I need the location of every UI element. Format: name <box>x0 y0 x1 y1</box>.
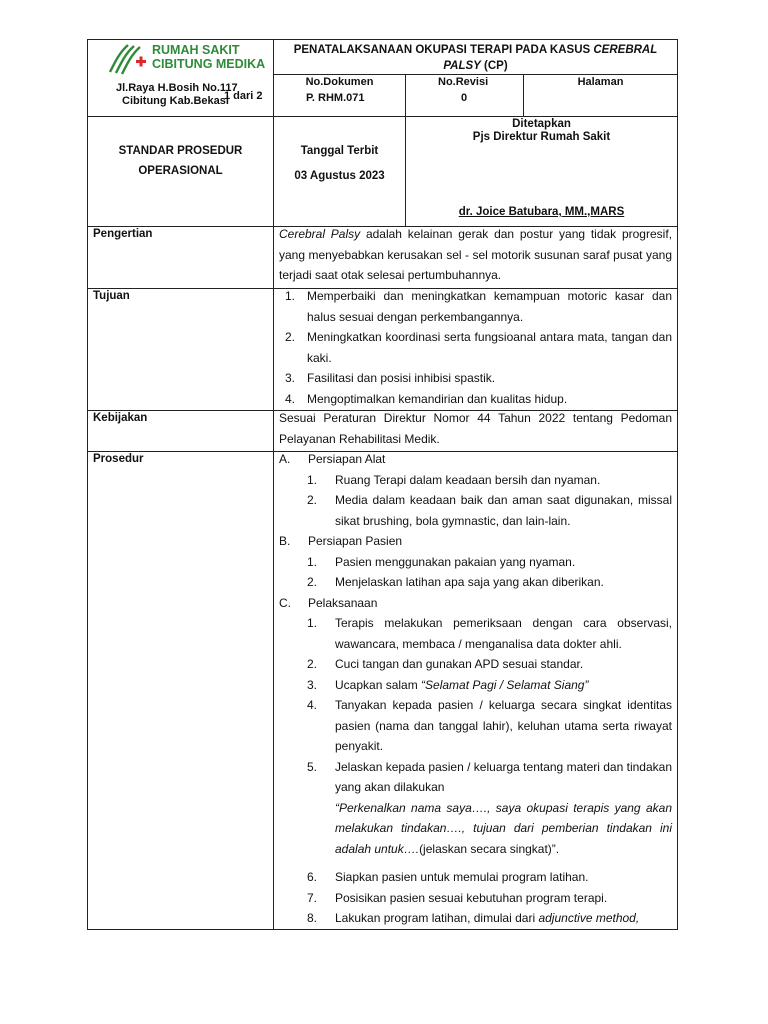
hospital-name-line2: CIBITUNG MEDIKA <box>152 57 266 71</box>
list-item: 7. Posisikan pasien sesuai kebutuhan program terapi. <box>307 890 608 905</box>
tujuan-content-cell <box>274 289 678 411</box>
pengertian-label-cell <box>88 227 274 289</box>
list-item: 8. Lakukan program latihan, dimulai dari adjunctive method, <box>307 911 640 925</box>
address-line1: Jl.Raya H.Bosih No.117 <box>116 82 238 94</box>
list-item: 3. Ucapkan salam “Selamat Pagi / Selamat Siang” <box>307 677 589 692</box>
halaman-label: Halaman <box>577 76 624 88</box>
sop-table <box>87 39 678 930</box>
document-title-cell <box>274 40 678 75</box>
no-dokumen-cell <box>274 75 406 117</box>
list-item: 5. Jelaskan kepada pasien / keluarga tentang materi dan tindakan yang akan dilakukan “Perkenalkan nama saya…., saya okupasi terapis yang akan melakukan tindakan…., tujuan dari pemberian tindakan ini adalah untuk….(jelaskan secara singkat)”. <box>307 759 672 856</box>
section-a-heading: A. Persiapan Alat <box>279 452 386 466</box>
address-line2: Cibitung Kab.Bekasi <box>122 95 229 107</box>
spo-line2: OPERASIONAL <box>138 165 223 177</box>
kebijakan-content-cell <box>274 411 678 452</box>
approval-cell <box>406 117 678 227</box>
no-revisi-cell <box>406 75 524 117</box>
list-item: 4. Mengoptimalkan kemandirian dan kualitas hidup. <box>285 391 568 406</box>
hospital-name-line1: RUMAH SAKIT <box>152 43 240 57</box>
pengertian-content-cell <box>274 227 678 289</box>
section-b-heading: B. Persiapan Pasien <box>279 534 403 548</box>
section-c-heading: C. Pelaksanaan <box>279 595 378 610</box>
tanggal-label: Tanggal Terbit <box>300 145 379 157</box>
list-item: 2. Media dalam keadaan baik dan aman saat digunakan, missal sikat brushing, bola gymnastic, dan lain-lain. <box>307 493 672 528</box>
hospital-identity-cell <box>88 40 274 117</box>
tujuan-label: Tujuan <box>93 290 130 302</box>
director-name: dr. Joice Batubara, MM.,MARS <box>458 206 625 218</box>
tujuan-list <box>274 286 677 409</box>
prosedur-label: Prosedur <box>93 453 144 465</box>
halaman-cell <box>524 75 678 117</box>
list-item: 1. Ruang Terapi dalam keadaan bersih dan nyaman. <box>307 472 601 487</box>
kebijakan-label: Kebijakan <box>93 412 148 424</box>
ditetapkan: Ditetapkan <box>512 118 571 130</box>
spo-line1: STANDAR PROSEDUR <box>118 145 243 157</box>
list-item: 4. Tanyakan kepada pasien / keluarga secara singkat identitas pasien (nama dan tanggal lahir), keluhan utama serta riwayat penyakit. <box>307 698 672 753</box>
no-dokumen-value: P. RHM.071 <box>306 92 365 104</box>
document-title: PENATALAKSANAAN OKUPASI TERAPI PADA KASUS CEREBRAL PALSY (CP) <box>293 44 658 72</box>
list-item: 6. Siapkan pasien untuk memulai program latihan. <box>307 870 589 884</box>
section-b-list <box>279 552 672 593</box>
prosedur-content <box>274 449 677 929</box>
tujuan-label-cell <box>88 289 274 411</box>
prosedur-label-cell <box>88 452 274 930</box>
list-item: 2. Cuci tangan dan gunakan APD sesuai standar. <box>307 657 584 671</box>
pengertian-label: Pengertian <box>93 228 153 240</box>
hospital-logo-icon <box>106 42 148 76</box>
kebijakan-text: Sesuai Peraturan Direktur Nomor 44 Tahun 2022 tentang Pedoman Pelayanan Rehabilitasi Medik. <box>279 411 672 446</box>
tanggal-value: 03 Agustus 2023 <box>294 170 385 182</box>
prosedur-content-cell <box>274 452 678 930</box>
no-revisi-value: 0 <box>461 92 468 104</box>
section-c-list <box>279 613 672 929</box>
list-item: 3. Fasilitasi dan posisi inhibisi spastik. <box>285 371 496 385</box>
spo-cell <box>88 117 274 227</box>
list-item: 1. Pasien menggunakan pakaian yang nyaman. <box>307 554 576 569</box>
no-dokumen-label: No.Dokumen <box>305 76 374 88</box>
tanggal-cell <box>274 117 406 227</box>
page-of: 1 dari 2 <box>224 90 263 102</box>
section-a-list <box>279 470 672 532</box>
list-item: 2. Meningkatkan koordinasi serta fungsioanal antara mata, tangan dan kaki. <box>285 330 672 365</box>
kebijakan-label-cell <box>88 411 274 452</box>
list-item: 1. Memperbaiki dan meningkatkan kemampuan motoric kasar dan halus sesuai dengan perkembangannya. <box>285 289 672 324</box>
list-item: 1. Terapis melakukan pemeriksaan dengan cara observasi, wawancara, membaca / menganalisa data dokter ahli. <box>307 616 672 651</box>
no-revisi-label: No.Revisi <box>438 76 489 88</box>
list-item: 2. Menjelaskan latihan apa saja yang akan diberikan. <box>307 575 604 589</box>
sop-document <box>87 39 677 926</box>
pengertian-text: Cerebral Palsy adalah kelainan gerak dan postur yang tidak progresif, yang menyebabkan kerusakan sel - sel motorik susunan saraf pusat yang terjadi saat otak selesai pertumbuhannya. <box>279 227 672 282</box>
pjs-director: Pjs Direktur Rumah Sakit <box>472 131 611 143</box>
